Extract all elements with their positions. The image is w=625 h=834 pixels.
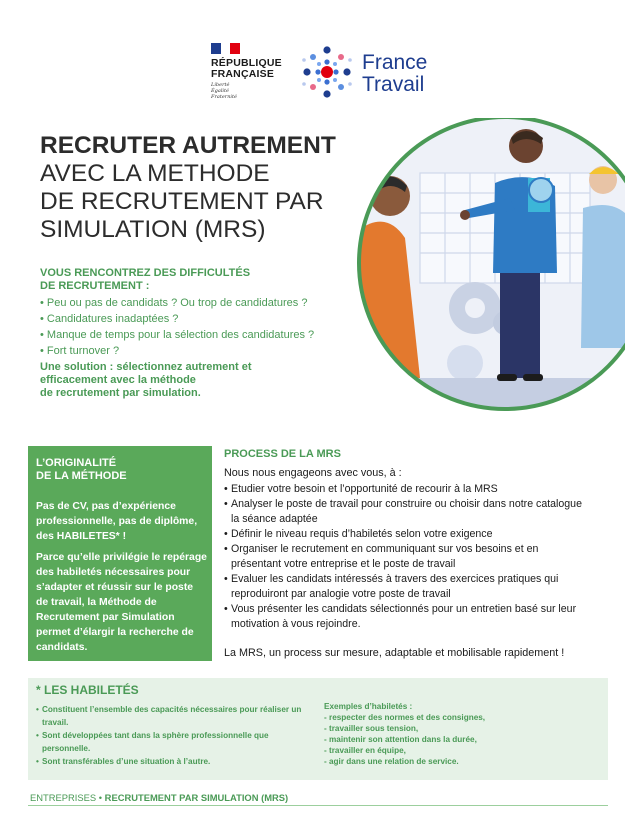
- recruitment-illustration: [345, 118, 625, 418]
- footer: [30, 792, 288, 803]
- list-item: - travailler sous tension,: [324, 724, 419, 733]
- list-item: • Sont transférables d’une situation à l’autre.: [36, 755, 306, 768]
- originality-paragraph-1: Pas de CV, pas d’expérience professionnelle, pas de diplôme, des HABILETES* !: [36, 501, 198, 542]
- solution-line2: efficacement avec la méthode: [40, 374, 196, 386]
- list-item: - agir dans une relation de service.: [324, 757, 459, 766]
- footer-divider: [28, 805, 608, 806]
- habiletes-box: [28, 678, 608, 780]
- title-line4: SIMULATION (MRS): [40, 216, 266, 243]
- difficulties-heading: [40, 267, 340, 293]
- title-line2: AVEC LA METHODE: [40, 160, 270, 187]
- republique-line2: FRANÇAISE: [211, 68, 275, 80]
- france-travail-brand: [362, 52, 427, 96]
- list-item: - maintenir son attention dans la durée,: [324, 735, 477, 744]
- list-item: - respecter des normes et des consignes,: [324, 713, 486, 722]
- footer-part2: RECRUTEMENT PAR SIMULATION (MRS): [104, 792, 289, 803]
- process-list: [224, 482, 584, 632]
- title-line1: RECRUTER AUTREMENT: [40, 132, 336, 159]
- habiletes-list: [36, 703, 306, 768]
- list-item: • Etudier votre besoin et l’opportunité de recourir à la MRS: [224, 482, 584, 497]
- list-item: - travailler en équipe,: [324, 746, 406, 755]
- list-item: • Fort turnover ?: [40, 343, 340, 359]
- france-travail-logo-icon: [298, 42, 356, 102]
- difficulties-list: [40, 295, 340, 359]
- habiletes-title: * LES HABILETÉS: [36, 683, 139, 697]
- republique-line1: RÉPUBLIQUE: [211, 57, 282, 69]
- list-item: • Evaluer les candidats intéressés à travers des exercices pratiques qui reproduiront par analogie votre poste de travail: [224, 572, 584, 602]
- list-item: • Vous présenter les candidats sélectionnés pour un entretien basé sur leur motivation à vous rejoindre.: [224, 602, 584, 632]
- solution-text: [40, 361, 340, 400]
- solution-line3: de recrutement par simulation.: [40, 387, 201, 399]
- list-item: • Peu ou pas de candidats ? Ou trop de candidatures ?: [40, 295, 340, 311]
- originality-box: [28, 446, 212, 661]
- list-item: • Analyser le poste de travail pour construire ou choisir dans notre catalogue la séance adaptée: [224, 497, 584, 527]
- footer-part1: ENTREPRISES •: [30, 792, 103, 803]
- difficulties-section: [40, 267, 340, 400]
- brand-line2: Travail: [362, 73, 425, 96]
- republique-motto: [211, 82, 237, 100]
- difficulties-heading-line2: DE RECRUTEMENT :: [40, 280, 150, 292]
- list-item: • Constituent l’ensemble des capacités nécessaires pour réaliser un travail.: [36, 703, 306, 729]
- republique-flag-icon: [211, 43, 240, 54]
- originality-title-line2: DE LA MÉTHODE: [36, 470, 127, 482]
- originality-title: [36, 457, 206, 483]
- habiletes-examples: [324, 701, 594, 767]
- examples-title: Exemples d’habiletés :: [324, 702, 413, 711]
- motto-liberte: Liberté: [211, 82, 230, 88]
- process-intro: Nous nous engageons avec vous, à :: [224, 467, 402, 479]
- originality-paragraph-2: Parce qu’elle privilégie le repérage des habiletés nécessaires pour s’adapter et réussir sur le poste de travail, la Méthode de Recrutement par Simulation permet d’élargir la recherche de candidats.: [36, 552, 207, 653]
- motto-egalite: Égalité: [211, 88, 229, 94]
- list-item: • Candidatures inadaptées ?: [40, 311, 340, 327]
- originality-title-line1: L’ORIGINALITÉ: [36, 457, 117, 469]
- list-item: • Organiser le recrutement en communiquant sur vos besoins et en présentant votre entreprise et le poste de travail: [224, 542, 584, 572]
- list-item: • Manque de temps pour la sélection des candidatures ?: [40, 327, 340, 343]
- brand-line1: France: [362, 51, 428, 74]
- list-item: • Définir le niveau requis d’habiletés selon votre exigence: [224, 527, 584, 542]
- title-line3: DE RECRUTEMENT PAR: [40, 188, 324, 215]
- process-title: PROCESS DE LA MRS: [224, 448, 341, 460]
- republique-francaise-logo: [211, 58, 282, 80]
- motto-fraternite: Fraternité: [211, 94, 237, 100]
- examples-list: [324, 712, 594, 767]
- process-conclusion: La MRS, un process sur mesure, adaptable et mobilisable rapidement !: [224, 647, 565, 659]
- solution-line1: Une solution : sélectionnez autrement et: [40, 361, 252, 373]
- list-item: • Sont développées tant dans la sphère professionnelle que personnelle.: [36, 729, 306, 755]
- difficulties-heading-line1: VOUS RENCONTREZ DES DIFFICULTÉS: [40, 267, 251, 279]
- page-title: [40, 132, 370, 244]
